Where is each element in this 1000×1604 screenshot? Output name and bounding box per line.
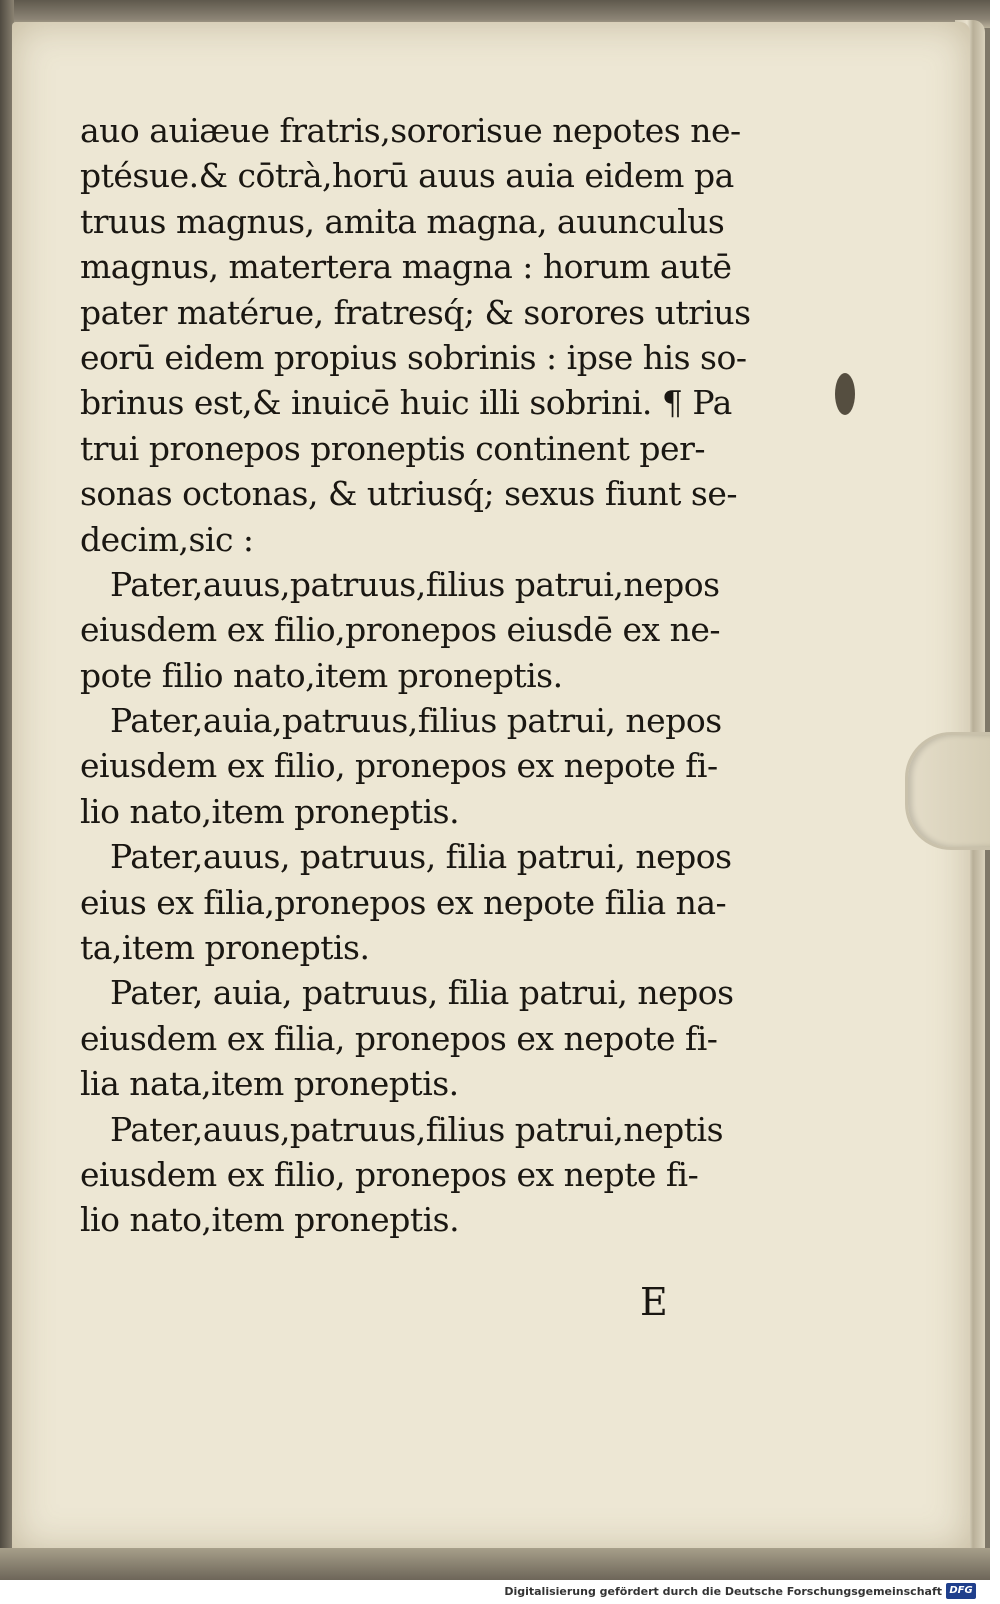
text-line: Pater,auia,patruus,filius patrui, nepos: [110, 701, 722, 741]
text-line: eorū eidem propius sobrinis : ipse his so-: [80, 337, 747, 377]
text-line: trui pronepos proneptis continent per-: [80, 428, 705, 468]
text-line: Pater, auia, patruus, filia patrui, nepos: [110, 973, 734, 1013]
text-line: auo auiæue fratris,sororisue nepotes ne-: [80, 111, 741, 150]
text-line: Pater,auus,patruus,filius patrui,neptis: [110, 1109, 724, 1149]
credit-bar: [0, 1580, 1000, 1604]
funding-credit: Digitalisierung gefördert durch die Deutsche Forschungsgemeinschaft: [504, 1585, 942, 1598]
text-line: ta,item proneptis.: [80, 928, 370, 968]
text-line: eiusdem ex filio, pronepos ex nepote fi-: [80, 746, 718, 786]
text-line: Pater,auus,patruus,filius patrui,nepos: [110, 564, 720, 604]
text-line: eiusdem ex filio,pronepos eiusdē ex ne-: [80, 610, 721, 650]
text-line: pote filio nato,item proneptis.: [80, 655, 563, 695]
text-line: lio nato,item proneptis.: [80, 791, 460, 831]
text-line: magnus, matertera magna : horum autē: [80, 247, 732, 287]
text-line: lia nata,item proneptis.: [80, 1064, 459, 1104]
text-line: sonas octonas, & utriusq́; sexus fiunt se-: [80, 474, 737, 514]
text-line: Pater,auus, patruus, filia patrui, nepos: [110, 837, 732, 877]
text-line: lio nato,item proneptis.: [80, 1200, 460, 1240]
text-line: decim,sic :: [80, 519, 254, 559]
ink-stain: [835, 373, 855, 415]
text-line: brinus est,& inuicē huic illi sobrini. ¶ Pa: [80, 383, 732, 423]
text-line: truus magnus, amita magna, auunculus: [80, 201, 725, 241]
text-line: ptésue.& cōtrà,horū auus auia eidem pa: [80, 156, 734, 196]
book-clasp: [905, 732, 990, 850]
text-line: pater matérue, fratresq́; & sorores utrius: [80, 292, 751, 332]
text-line: eius ex filia,pronepos ex nepote filia na-: [80, 882, 727, 922]
text-line: eiusdem ex filio, pronepos ex nepte fi-: [80, 1154, 699, 1194]
body-text: [80, 108, 792, 1243]
bottom-binding-edge: [0, 1548, 990, 1580]
text-line: eiusdem ex filia, pronepos ex nepote fi-: [80, 1018, 718, 1058]
signature-mark: E: [640, 1280, 668, 1324]
dfg-logo: DFG: [946, 1583, 976, 1599]
